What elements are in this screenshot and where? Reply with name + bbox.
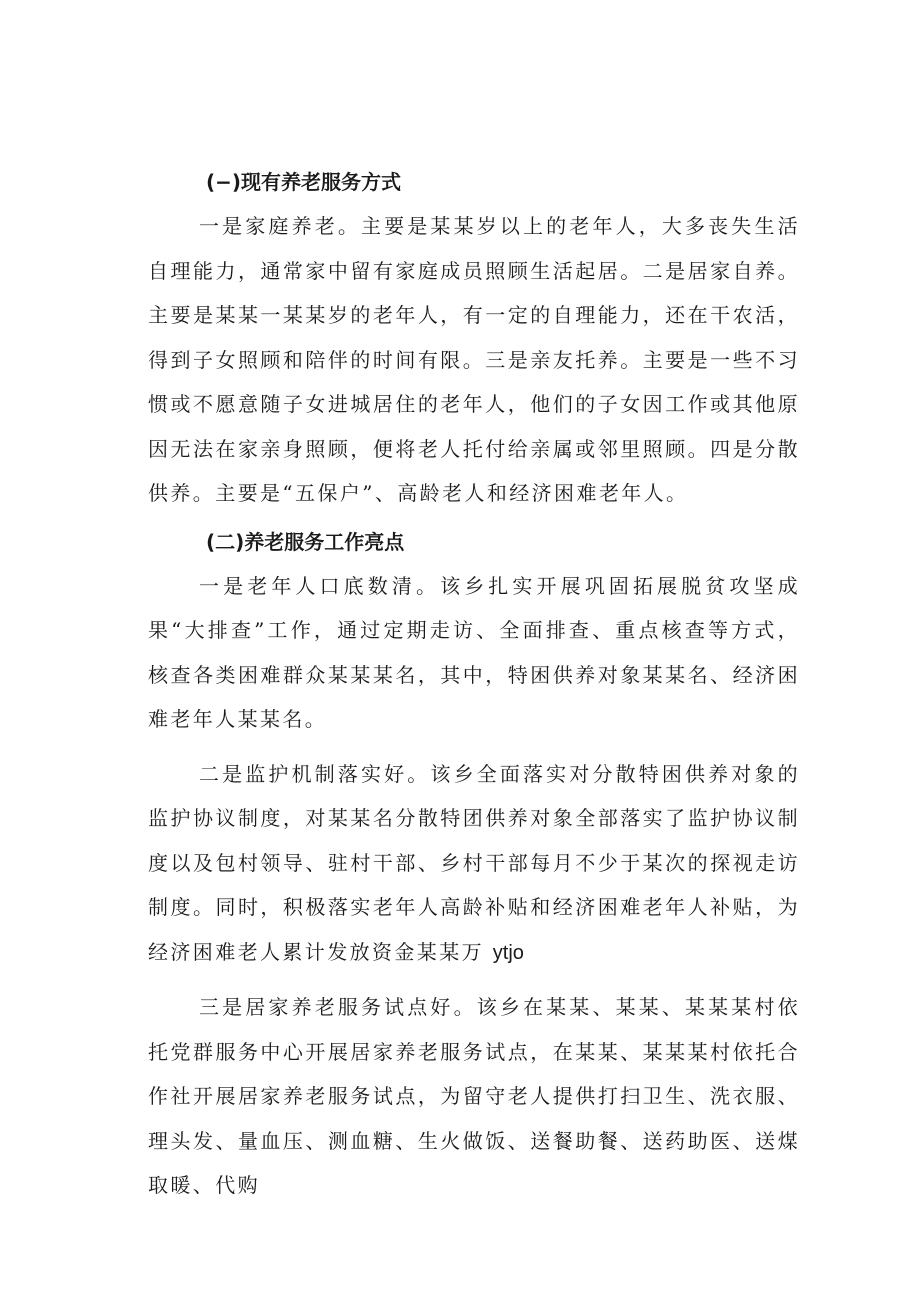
section-heading-2: (二)养老服务工作亮点 [206,529,405,554]
paragraph-2-stray-text: ytjo [492,941,524,964]
section-2-paragraph-1: 一是老年人口底数清。该乡扎实开展巩固拓展脱贫攻坚成果“大排查”工作，通过定期走访、全面排查、重点核查等方式，核查各类困难群众某某某名，其中，特困供养对象某某名、经济困难老年人某某名。 [148,573,800,731]
section-heading-1: (−)现有养老服务方式 [206,170,402,194]
document-page [148,160,800,1208]
section-1-paragraph: 一是家庭养老。主要是某某岁以上的老年人，大多丧失生活自理能力，通常家中留有家庭成员照顾生活起居。二是居家自养。主要是某某一某某岁的老年人，有一定的自理能力，还在干农活，得到子女照顾和陪伴的时间有限。三是亲友托养。主要是一些不习惯或不愿意随子女进城居住的老年人，他们的子女因工作或其他原因无法在家亲身照顾，便将老人托付给亲属或邻里照顾。四是分散供养。主要是“五保户”、高龄老人和经济困难老年人。 [148,214,800,505]
paragraph-2-text: 二是监护机制落实好。该乡全面落实对分散特困供养对象的监护协议制度，对某某名分散特团供养对象全部落实了监护协议制度以及包村领导、驻村干部、乡村干部每月不少于某次的探视走访制度。同时，积极落实老年人高龄补贴和经济困难老年人补贴，为经济困难老人累计发放资金某某万 [148,761,800,964]
section-2-paragraph-2 [148,752,800,976]
section-2-paragraph-3: 三是居家养老服务试点好。该乡在某某、某某、某某某村依托党群服务中心开展居家养老服务试点，在某某、某某某村依托合作社开展居家养老服务试点，为留守老人提供打扫卫生、洗衣服、理头发、量血压、测血糖、生火做饭、送餐助餐、送药助医、送煤取暖、代购 [148,995,800,1197]
